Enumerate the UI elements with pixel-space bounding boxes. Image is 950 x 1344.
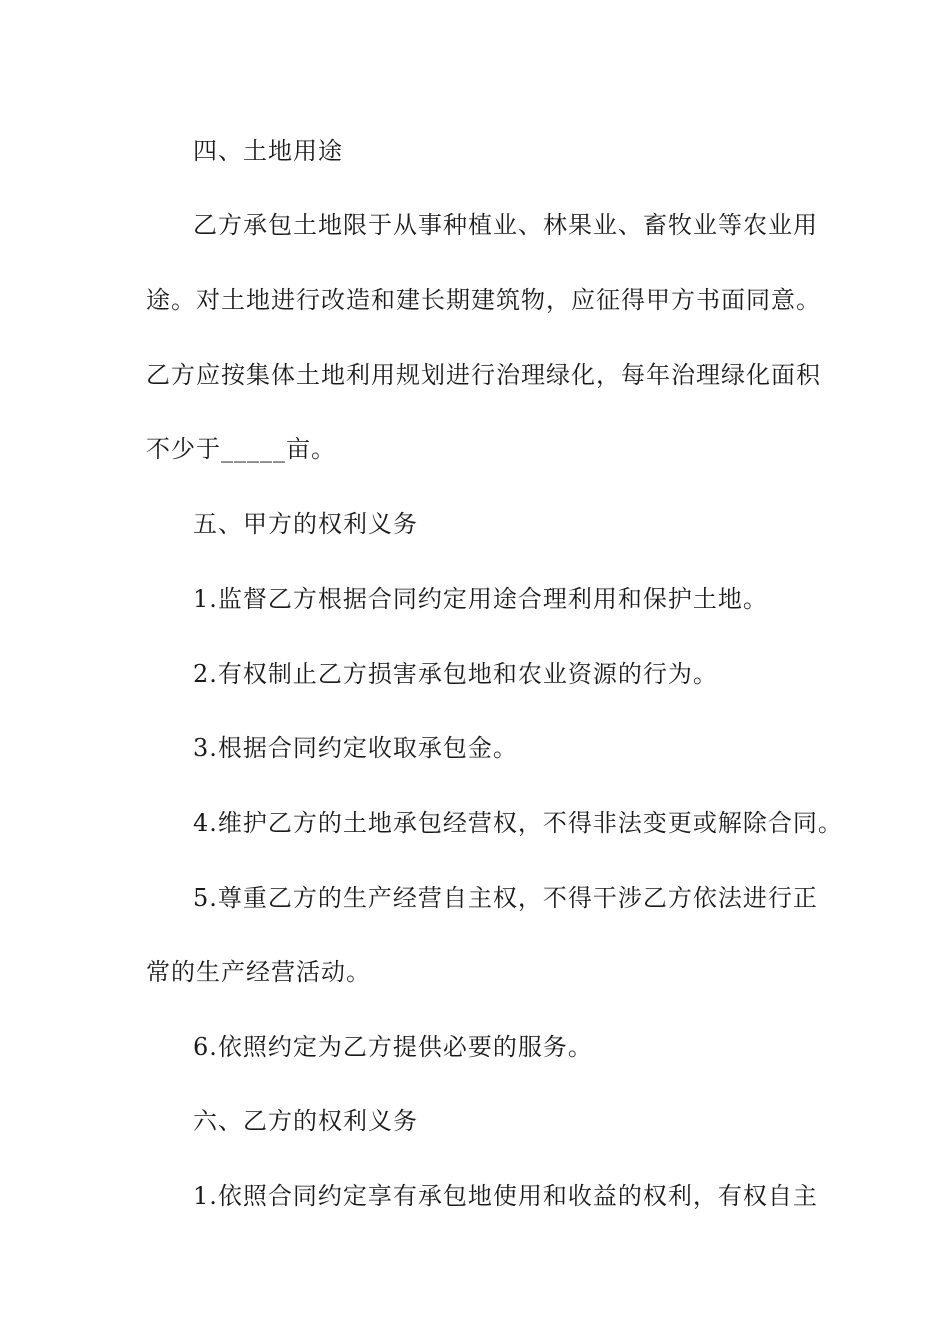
paragraph-line: 乙方承包土地限于从事种植业、林果业、畜牧业等农业用 (193, 211, 818, 239)
section-heading-land-use: 四、土地用途 (193, 137, 343, 165)
list-item: 3.根据合同约定收取承包金。 (193, 734, 518, 762)
list-item: 2.有权制止乙方损害承包地和农业资源的行为。 (193, 660, 718, 688)
list-item: 4.维护乙方的土地承包经营权，不得非法变更或解除合同。 (193, 809, 843, 837)
section-heading-party-a-rights: 五、甲方的权利义务 (193, 510, 418, 538)
list-item-continuation: 常的生产经营活动。 (146, 958, 371, 986)
list-item: 1.依照合同约定享有承包地使用和收益的权利，有权自主 (193, 1182, 818, 1210)
section-heading-party-b-rights: 六、乙方的权利义务 (193, 1107, 418, 1135)
list-item: 1.监督乙方根据合同约定用途合理利用和保护土地。 (193, 585, 768, 613)
paragraph-line: 途。对土地进行改造和建长期建筑物，应征得甲方书面同意。 (146, 286, 821, 314)
paragraph-line: 不少于_____亩。 (146, 435, 336, 463)
paragraph-line: 乙方应按集体土地利用规划进行治理绿化，每年治理绿化面积 (146, 361, 821, 389)
list-item: 6.依照约定为乙方提供必要的服务。 (193, 1033, 593, 1061)
list-item: 5.尊重乙方的生产经营自主权，不得干涉乙方依法进行正 (193, 884, 818, 912)
